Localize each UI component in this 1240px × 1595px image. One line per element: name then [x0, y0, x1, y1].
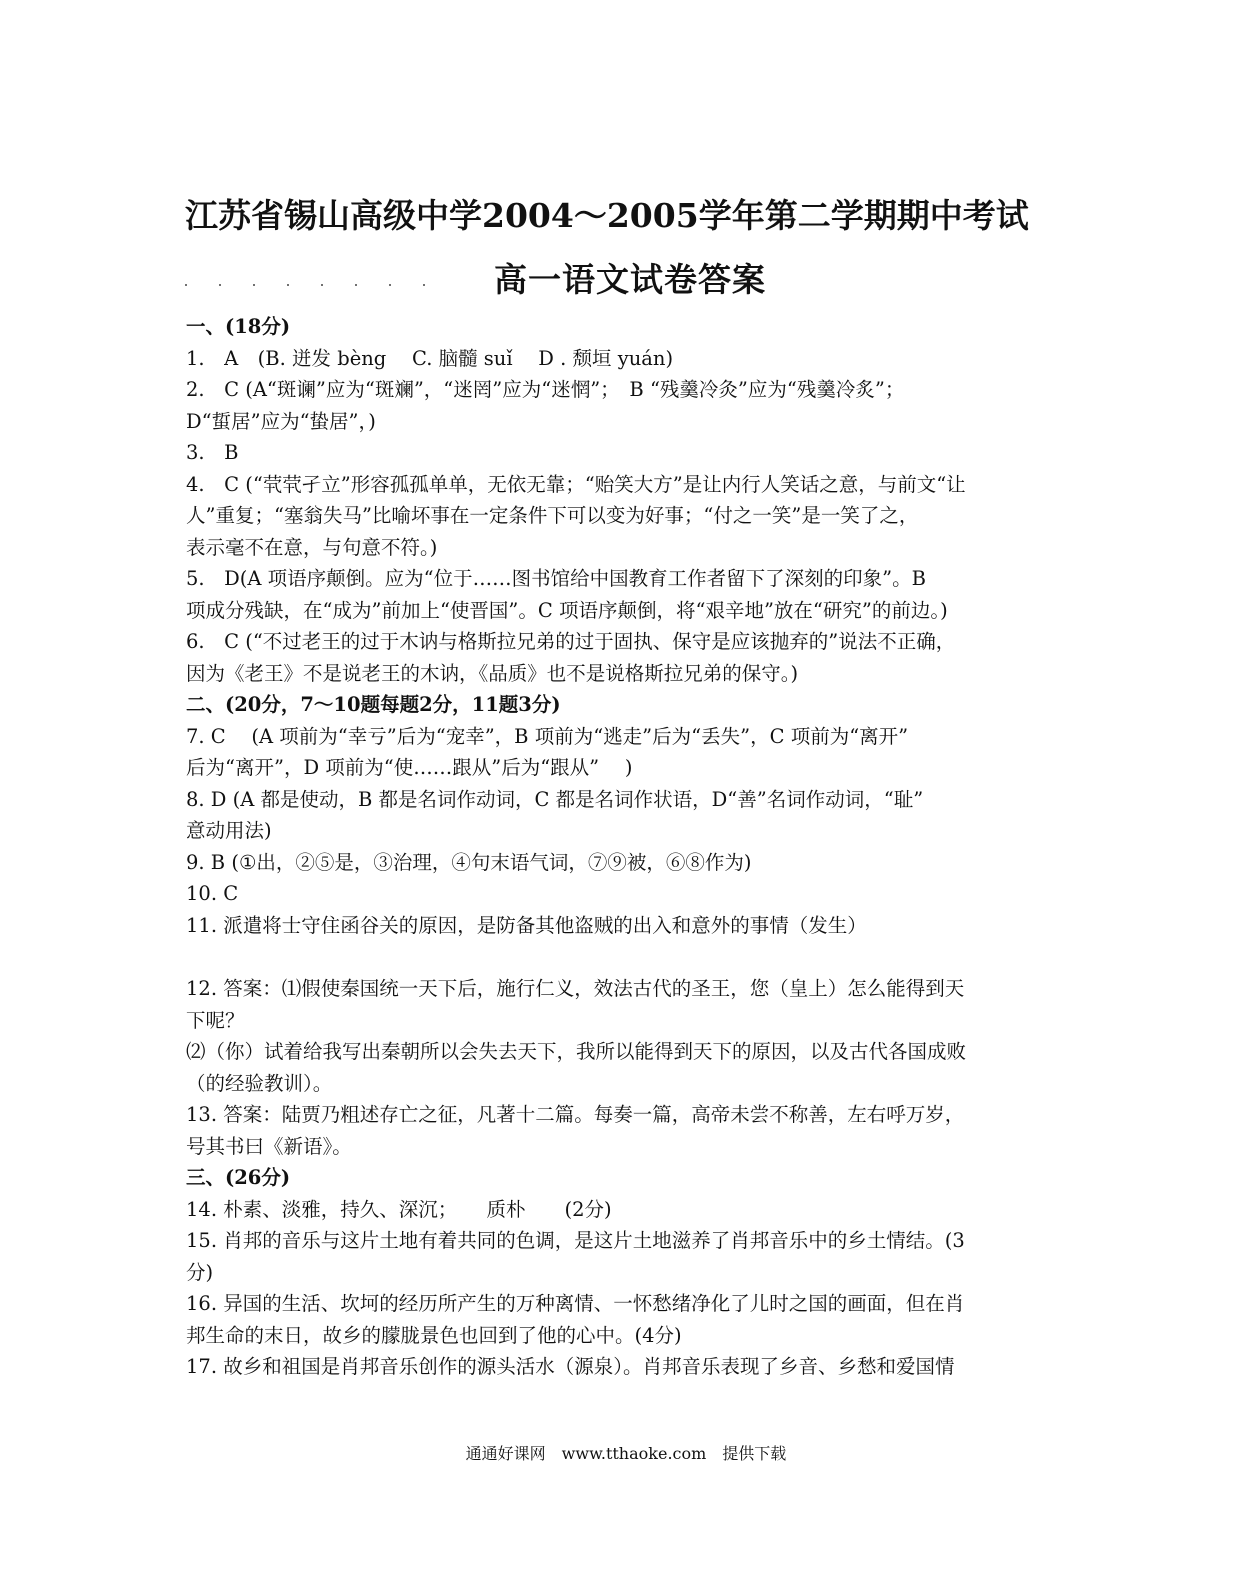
answer-line: 15. 肖邦的音乐与这片土地有着共同的色调，是这片土地滋养了肖邦音乐中的乡土情结。(3 — [186, 1229, 965, 1252]
answer-line: 人”重复；“塞翁失马”比喻坏事在一定条件下可以变为好事；“付之一笑”是一笑了之， — [186, 504, 919, 527]
answer-line: 10. C — [186, 882, 239, 905]
answer-line: 5. D(A 项语序颠倒。应为“位于……图书馆给中国教育工作者留下了深刻的印象”。B — [186, 567, 926, 590]
answer-line: 项成分残缺，在“成为”前加上“使晋国”。C 项语序颠倒，将“艰辛地”放在“研究”的前边。) — [186, 598, 948, 622]
answer-line: 1. A (B. 迸发 bèng C. 脑髓 suǐ D . 颓垣 yuán) — [186, 346, 674, 370]
section-heading: 一、(18分) — [186, 315, 291, 338]
section-heading: 二、(20分，7～10题每题2分，11题3分) — [186, 693, 561, 716]
answer-line: 4. C (“茕茕孑立”形容孤孤单单，无依无靠；“贻笑大方”是让内行人笑话之意，与前文“让 — [186, 472, 966, 496]
page-footer: 通通好课网 www.tthaoke.com 提供下载 — [465, 1444, 787, 1463]
answer-line: 因为《老王》不是说老王的木讷，《品质》也不是说格斯拉兄弟的保守。) — [186, 661, 799, 685]
blank-line — [186, 941, 1044, 973]
answer-line: 8. D (A 都是使动，B 都是名词作动词，C 都是名词作状语，D“善”名词作动词，“耻” — [186, 787, 924, 811]
section-heading: 三、(26分) — [186, 1166, 291, 1189]
answer-line: （的经验教训）。 — [186, 1071, 333, 1095]
document-title: 江苏省锡山高级中学2004～2005学年第二学期期中考试 — [185, 196, 1029, 235]
answer-line: ⑵（你）试着给我写出秦朝所以会失去天下，我所以能得到天下的原因，以及古代各国成败 — [186, 1040, 967, 1063]
answer-line: 17. 故乡和祖国是肖邦音乐创作的源头活水（源泉）。肖邦音乐表现了乡音、乡愁和爱国情 — [186, 1355, 955, 1378]
document-subtitle: 高一语文试卷答案 — [494, 260, 766, 299]
answer-line: 9. B (①出，②⑤是，③治理，④句末语气词，⑦⑨被，⑥⑧作为) — [186, 850, 752, 874]
answer-line: 6. C (“不过老王的过于木讷与格斯拉兄弟的过于固执、保守是应该抛弃的”说法不正确， — [186, 630, 956, 653]
answer-content — [186, 311, 1044, 1383]
answer-line: 号其书曰《新语》。 — [186, 1134, 352, 1158]
answer-line: 16. 异国的生活、坎坷的经历所产生的万种离情、一怀愁绪净化了儿时之国的画面，但在肖 — [186, 1292, 965, 1315]
answer-line: 邦生命的末日，故乡的朦胧景色也回到了他的心中。(4分) — [186, 1323, 682, 1347]
answer-line: 11. 派遣将士守住函谷关的原因，是防备其他盗贼的出入和意外的事情（发生） — [186, 913, 867, 937]
answer-line: 后为“离开”，D 项前为“使……跟从”后为“跟从” ) — [186, 756, 633, 779]
answer-line: 下呢？ — [186, 1008, 245, 1032]
answer-line: 12. 答案：⑴假使秦国统一天下后，施行仁义，效法古代的圣王，您（皇上）怎么能得到天 — [186, 977, 965, 1000]
answer-line: 14. 朴素、淡雅，持久、深沉； 质朴 (2分) — [186, 1197, 612, 1221]
answer-line: 2. C (A“斑谰”应为“斑斓”，“迷罔”应为“迷惘”； B “残羹冷灸”应为“残羹冷炙”； — [186, 378, 905, 401]
answer-line: 表示毫不在意，与句意不符。) — [186, 535, 438, 559]
answer-line: 3. B — [186, 441, 239, 464]
answer-line: 7. C (A 项前为“幸亏”后为“宠幸”，B 项前为“逃走”后为“丢失”，C 项前为“离开” — [186, 724, 909, 748]
answer-line: 分) — [186, 1260, 214, 1284]
answer-line: 意动用法) — [186, 819, 272, 842]
answer-line: 13. 答案：陆贾乃粗述存亡之征，凡著十二篇。每奏一篇，高帝未尝不称善，左右呼万岁， — [186, 1103, 965, 1126]
answer-line: D“蜇居”应为“蛰居”，) — [186, 409, 376, 433]
